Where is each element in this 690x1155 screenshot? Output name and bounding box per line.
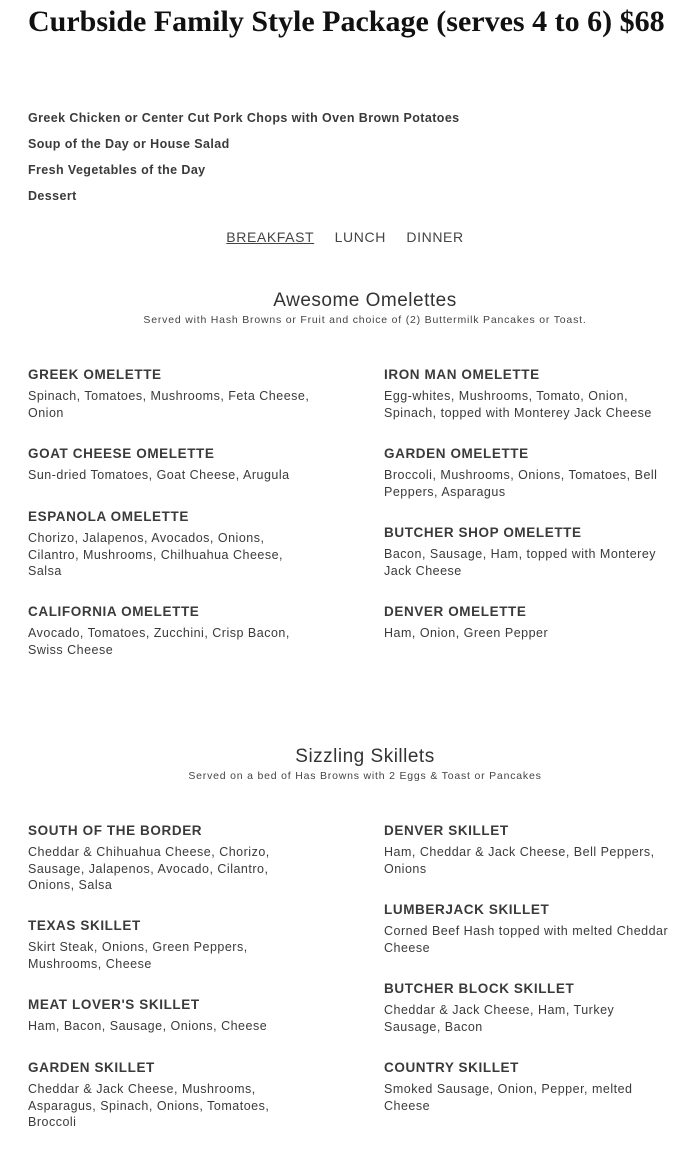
item-description: Cheddar & Chihuahua Cheese, Chorizo, Sausage, Jalapenos, Avocado, Cilantro, Onions, Salsa [28, 845, 270, 892]
menu-item [28, 445, 313, 484]
menu-item [28, 917, 313, 972]
item-description: Skirt Steak, Onions, Green Peppers, Mushrooms, Cheese [28, 940, 248, 971]
skillets-subtitle: Served on a bed of Has Browns with 2 Eggs & Toast or Pancakes [188, 770, 542, 782]
item-description: Chorizo, Jalapenos, Avocados, Onions, Cilantro, Mushrooms, Chilhuahua Cheese, Salsa [28, 531, 284, 578]
item-name: BUTCHER BLOCK SKILLET [384, 981, 575, 996]
item-description: Cheddar & Jack Cheese, Mushrooms, Asparagus, Spinach, Onions, Tomatoes, Broccoli [28, 1082, 270, 1129]
menu-item [28, 366, 313, 421]
item-name: GARDEN OMELETTE [384, 446, 529, 461]
menu-item [384, 445, 669, 500]
item-name: SOUTH OF THE BORDER [28, 823, 203, 838]
item-description: Ham, Bacon, Sausage, Onions, Cheese [28, 1019, 268, 1033]
package-items [28, 108, 460, 212]
item-name: TEXAS SKILLET [28, 918, 141, 933]
menu-item [28, 1059, 313, 1131]
menu-item [384, 603, 669, 642]
item-name: DENVER SKILLET [384, 823, 509, 838]
package-item: Greek Chicken or Center Cut Pork Chops with Oven Brown Potatoes [28, 111, 460, 125]
skillets-title: Sizzling Skillets [295, 746, 435, 767]
item-name: GARDEN SKILLET [28, 1060, 155, 1075]
item-description: Broccoli, Mushrooms, Onions, Tomatoes, Bell Peppers, Asparagus [384, 468, 658, 499]
package-item: Dessert [28, 189, 77, 203]
menu-item [28, 508, 313, 580]
item-description: Cheddar & Jack Cheese, Ham, Turkey Sausage, Bacon [384, 1003, 615, 1034]
item-description: Ham, Cheddar & Jack Cheese, Bell Peppers, Onions [384, 845, 655, 876]
package-item: Fresh Vegetables of the Day [28, 163, 206, 177]
item-description: Smoked Sausage, Onion, Pepper, melted Cheese [384, 1082, 633, 1113]
item-description: Avocado, Tomatoes, Zucchini, Crisp Bacon, Swiss Cheese [28, 626, 290, 657]
item-name: ESPANOLA OMELETTE [28, 509, 189, 524]
package-item: Soup of the Day or House Salad [28, 137, 230, 151]
menu-tabs [0, 229, 690, 245]
menu-item [384, 1059, 669, 1114]
omelettes-subtitle: Served with Hash Browns or Fruit and choice of (2) Buttermilk Pancakes or Toast. [143, 314, 587, 326]
item-name: BUTCHER SHOP OMELETTE [384, 525, 582, 540]
item-name: DENVER OMELETTE [384, 604, 527, 619]
item-name: CALIFORNIA OMELETTE [28, 604, 200, 619]
item-description: Bacon, Sausage, Ham, topped with Monterey Jack Cheese [384, 547, 657, 578]
menu-item [384, 980, 669, 1035]
menu-item [28, 822, 313, 894]
menu-item [384, 524, 669, 579]
item-description: Corned Beef Hash topped with melted Cheddar Cheese [384, 924, 669, 955]
item-name: IRON MAN OMELETTE [384, 367, 540, 382]
tab-breakfast[interactable]: BREAKFAST [226, 229, 315, 245]
item-description: Ham, Onion, Green Pepper [384, 626, 549, 640]
item-name: GREEK OMELETTE [28, 367, 162, 382]
tab-dinner[interactable]: DINNER [406, 229, 464, 245]
tab-lunch[interactable]: LUNCH [334, 229, 386, 245]
menu-item [28, 996, 313, 1035]
menu-item [28, 603, 313, 658]
menu-item [384, 822, 669, 877]
package-title: Curbside Family Style Package (serves 4 to 6) $68 [28, 5, 665, 38]
item-name: GOAT CHEESE OMELETTE [28, 446, 215, 461]
item-name: MEAT LOVER'S SKILLET [28, 997, 200, 1012]
item-name: LUMBERJACK SKILLET [384, 902, 550, 917]
item-description: Sun-dried Tomatoes, Goat Cheese, Arugula [28, 468, 290, 482]
item-name: COUNTRY SKILLET [384, 1060, 520, 1075]
item-description: Spinach, Tomatoes, Mushrooms, Feta Cheese, Onion [28, 389, 310, 420]
item-description: Egg-whites, Mushrooms, Tomato, Onion, Spinach, topped with Monterey Jack Cheese [384, 389, 652, 420]
omelettes-title: Awesome Omelettes [273, 290, 457, 311]
menu-item [384, 901, 669, 956]
menu-item [384, 366, 669, 421]
